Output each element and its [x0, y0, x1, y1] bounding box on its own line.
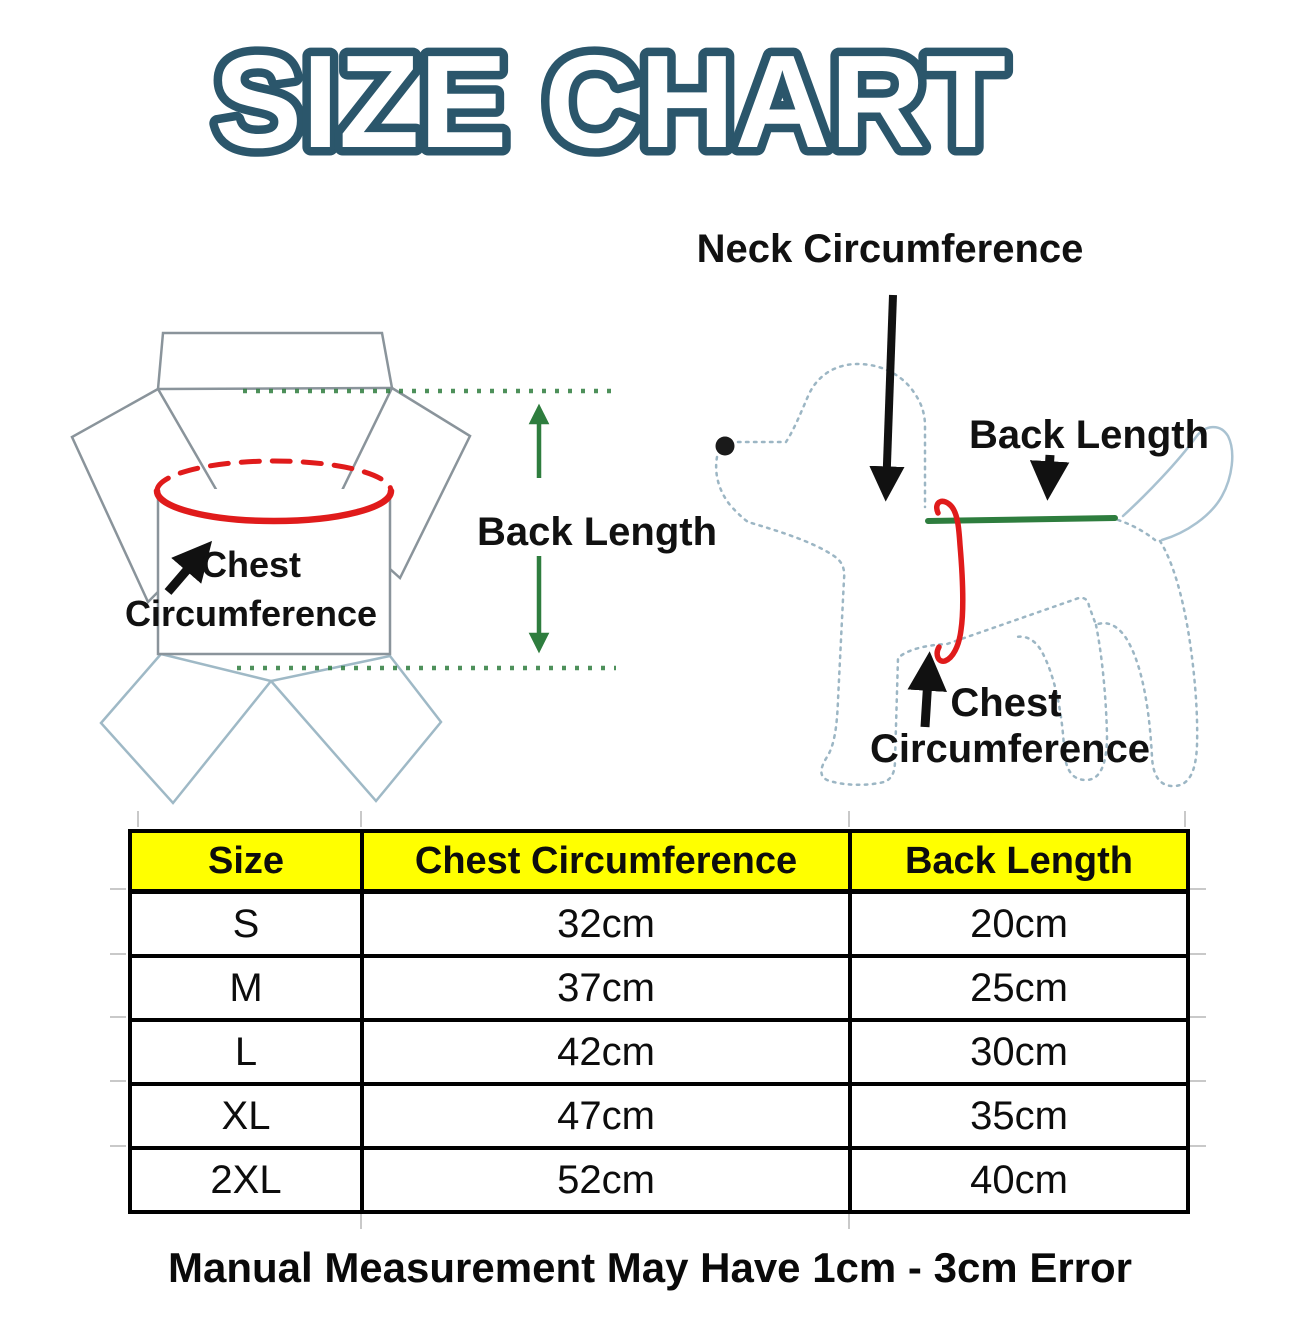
dog-chest-label-line1: Chest	[950, 681, 1062, 725]
cell-size: L	[130, 1020, 362, 1084]
gridline-tick	[1190, 1016, 1206, 1018]
table-row	[130, 1020, 1188, 1084]
gridline-tick	[137, 811, 139, 827]
gridline-tick	[360, 811, 362, 827]
cell-back: 40cm	[850, 1148, 1188, 1212]
table-header-row	[130, 831, 1188, 892]
table-row	[130, 1148, 1188, 1212]
cell-chest: 52cm	[362, 1148, 850, 1212]
flat-garment-diagram	[72, 333, 717, 803]
dog-chest-curve	[937, 501, 963, 661]
cell-size: M	[130, 956, 362, 1020]
gridline-tick	[110, 953, 126, 955]
dog-chest-arrow	[925, 662, 929, 727]
table-row	[130, 956, 1188, 1020]
gridline-tick	[1190, 888, 1206, 890]
gridline-tick	[110, 888, 126, 890]
measurement-error-note: Manual Measurement May Have 1cm - 3cm Error	[167, 1244, 1133, 1291]
header-chest-circumference: Chest Circumference	[362, 831, 850, 892]
size-table	[128, 829, 1190, 1214]
cell-chest: 42cm	[362, 1020, 850, 1084]
cell-size: S	[130, 892, 362, 957]
gridline-tick	[110, 1016, 126, 1018]
neck-measure-arrow	[886, 295, 893, 492]
gridline-tick	[1184, 811, 1186, 827]
gridline-tick	[848, 1213, 850, 1229]
gridline-tick	[360, 1213, 362, 1229]
neck-circumference-label: Neck Circumference	[696, 227, 1084, 271]
gridline-tick	[1190, 1145, 1206, 1147]
header-back-length: Back Length	[850, 831, 1188, 892]
dog-chest-label-line2: Circumference	[869, 727, 1151, 771]
header-size: Size	[130, 831, 362, 892]
cell-size: 2XL	[130, 1148, 362, 1212]
cell-chest: 32cm	[362, 892, 850, 957]
table-row	[130, 892, 1188, 957]
flat-chest-label-line2: Circumference	[124, 593, 378, 634]
page-title: SIZE CHART	[214, 28, 1006, 175]
table-row	[130, 1084, 1188, 1148]
cell-back: 30cm	[850, 1020, 1188, 1084]
flat-chest-label-line1: Chest	[200, 544, 302, 585]
cell-back: 35cm	[850, 1084, 1188, 1148]
dog-hip-dots	[1118, 520, 1155, 540]
dog-back-length-arrow	[1048, 455, 1050, 490]
garment-collar	[158, 333, 392, 389]
cell-chest: 37cm	[362, 956, 850, 1020]
dog-head-outline	[738, 364, 925, 507]
flat-back-length-label: Back Length	[476, 510, 718, 554]
cell-chest: 47cm	[362, 1084, 850, 1148]
gridline-tick	[110, 1145, 126, 1147]
cell-back: 25cm	[850, 956, 1188, 1020]
gridline-tick	[1190, 1080, 1206, 1082]
dog-back-length-label: Back Length	[968, 413, 1210, 457]
gridline-tick	[1190, 953, 1206, 955]
gridline-tick	[848, 811, 850, 827]
cell-size: XL	[130, 1084, 362, 1148]
garment-left-flap	[101, 654, 271, 803]
gridline-tick	[110, 1080, 126, 1082]
dog-nose-dot	[716, 437, 735, 456]
cell-back: 20cm	[850, 892, 1188, 957]
garment-right-flap	[271, 656, 441, 801]
